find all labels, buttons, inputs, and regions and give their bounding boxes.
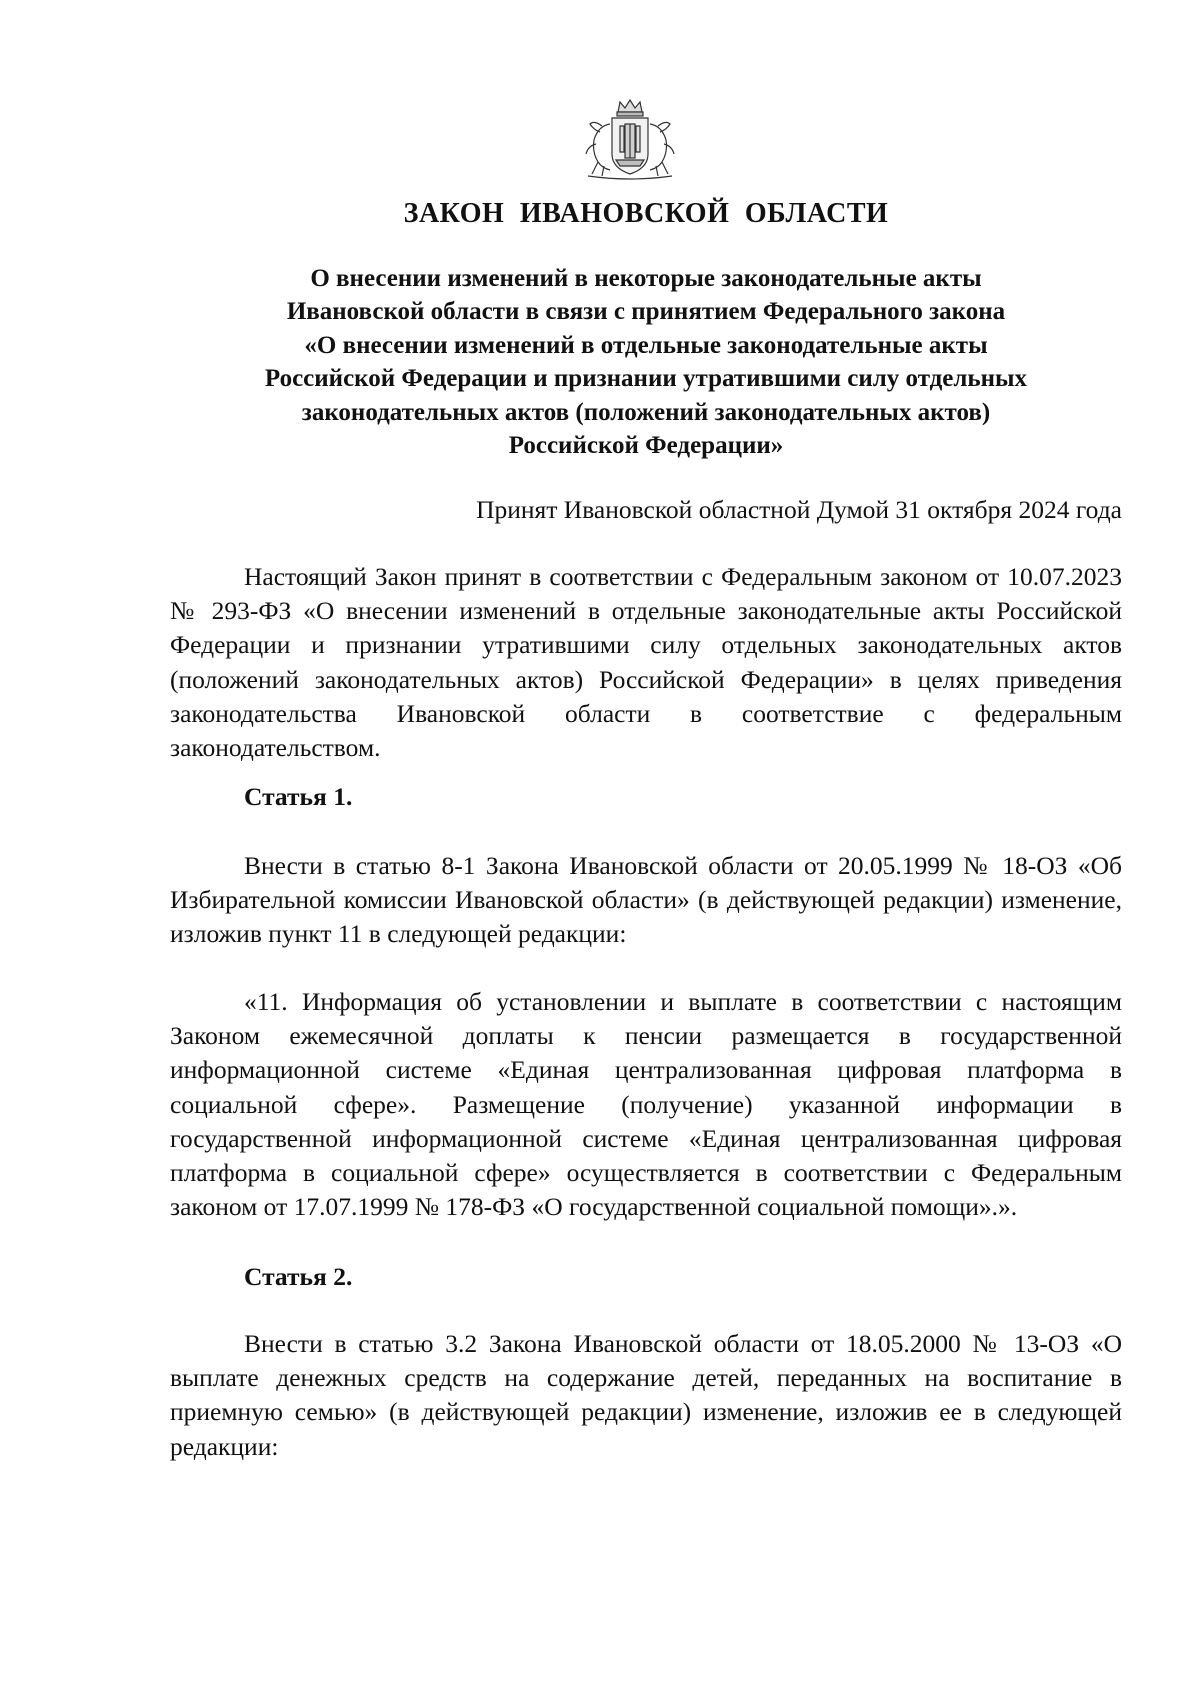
adoption-note: Принят Ивановской областной Думой 31 октября 2024 года — [476, 495, 1122, 524]
subtitle-line: «О внесении изменений в отдельные законодательные акты — [304, 331, 988, 359]
article-1-paragraph-2: «11. Информация об установлении и выплате в соответствии с настоящим Законом ежемесячной доплаты к пенсии размещается в государственной информационной системе «Единая централизованная цифровая платформа в социальной сфере». Размещение (получение) указанной информации в государственной информационной системе «Единая централизованная цифровая платформа в социальной сфере» осуществляется в соответствии с Федеральным законом от 17.07.1999 № 178-ФЗ «О государственной социальной помощи».». — [170, 987, 1122, 1222]
document-title: ЗАКОН ИВАНОВСКОЙ ОБЛАСТИ — [403, 198, 889, 229]
document-subtitle — [170, 262, 1122, 462]
subtitle-line: Российской Федерации и признании утратившими силу отдельных — [264, 365, 1028, 393]
article-1-heading: Статья 1. — [244, 782, 353, 811]
article-1-paragraph-1: Внести в статью 8-1 Закона Ивановской области от 20.05.1999 № 18-ОЗ «Об Избирательной комиссии Ивановской области» (в действующей редакции) изменение, изложив пункт 11 в следующей редакции: — [170, 851, 1122, 949]
subtitle-line: Ивановской области в связи с принятием Федерального закона — [286, 298, 1006, 326]
coat-of-arms-icon — [580, 96, 680, 180]
article-2-paragraph-1: Внести в статью 3.2 Закона Ивановской области от 18.05.2000 № 13-ОЗ «О выплате денежных средств на содержание детей, переданных на воспитание в приемную семью» (в действующей редакции) изменение, изложив ее в следующей редакции: — [170, 1329, 1122, 1461]
preamble-paragraph: Настоящий Закон принят в соответствии с Федеральным законом от 10.07.2023 № 293-ФЗ «О внесении изменений в отдельные законодательные акты Российской Федерации и признании утратившими силу отдельных законодательных актов (положений законодательных актов) Российской Федерации» в целях приведения законодательства Ивановской области в соответствие с федеральным законодательством. — [170, 562, 1122, 763]
document-page — [170, 0, 1122, 1697]
subtitle-line: О внесении изменений в некоторые законодательные акты — [310, 265, 982, 292]
subtitle-line: Российской Федерации» — [508, 432, 784, 460]
article-2-heading: Статья 2. — [244, 1262, 353, 1291]
subtitle-line: законодательных актов (положений законодательных актов) — [301, 398, 991, 426]
